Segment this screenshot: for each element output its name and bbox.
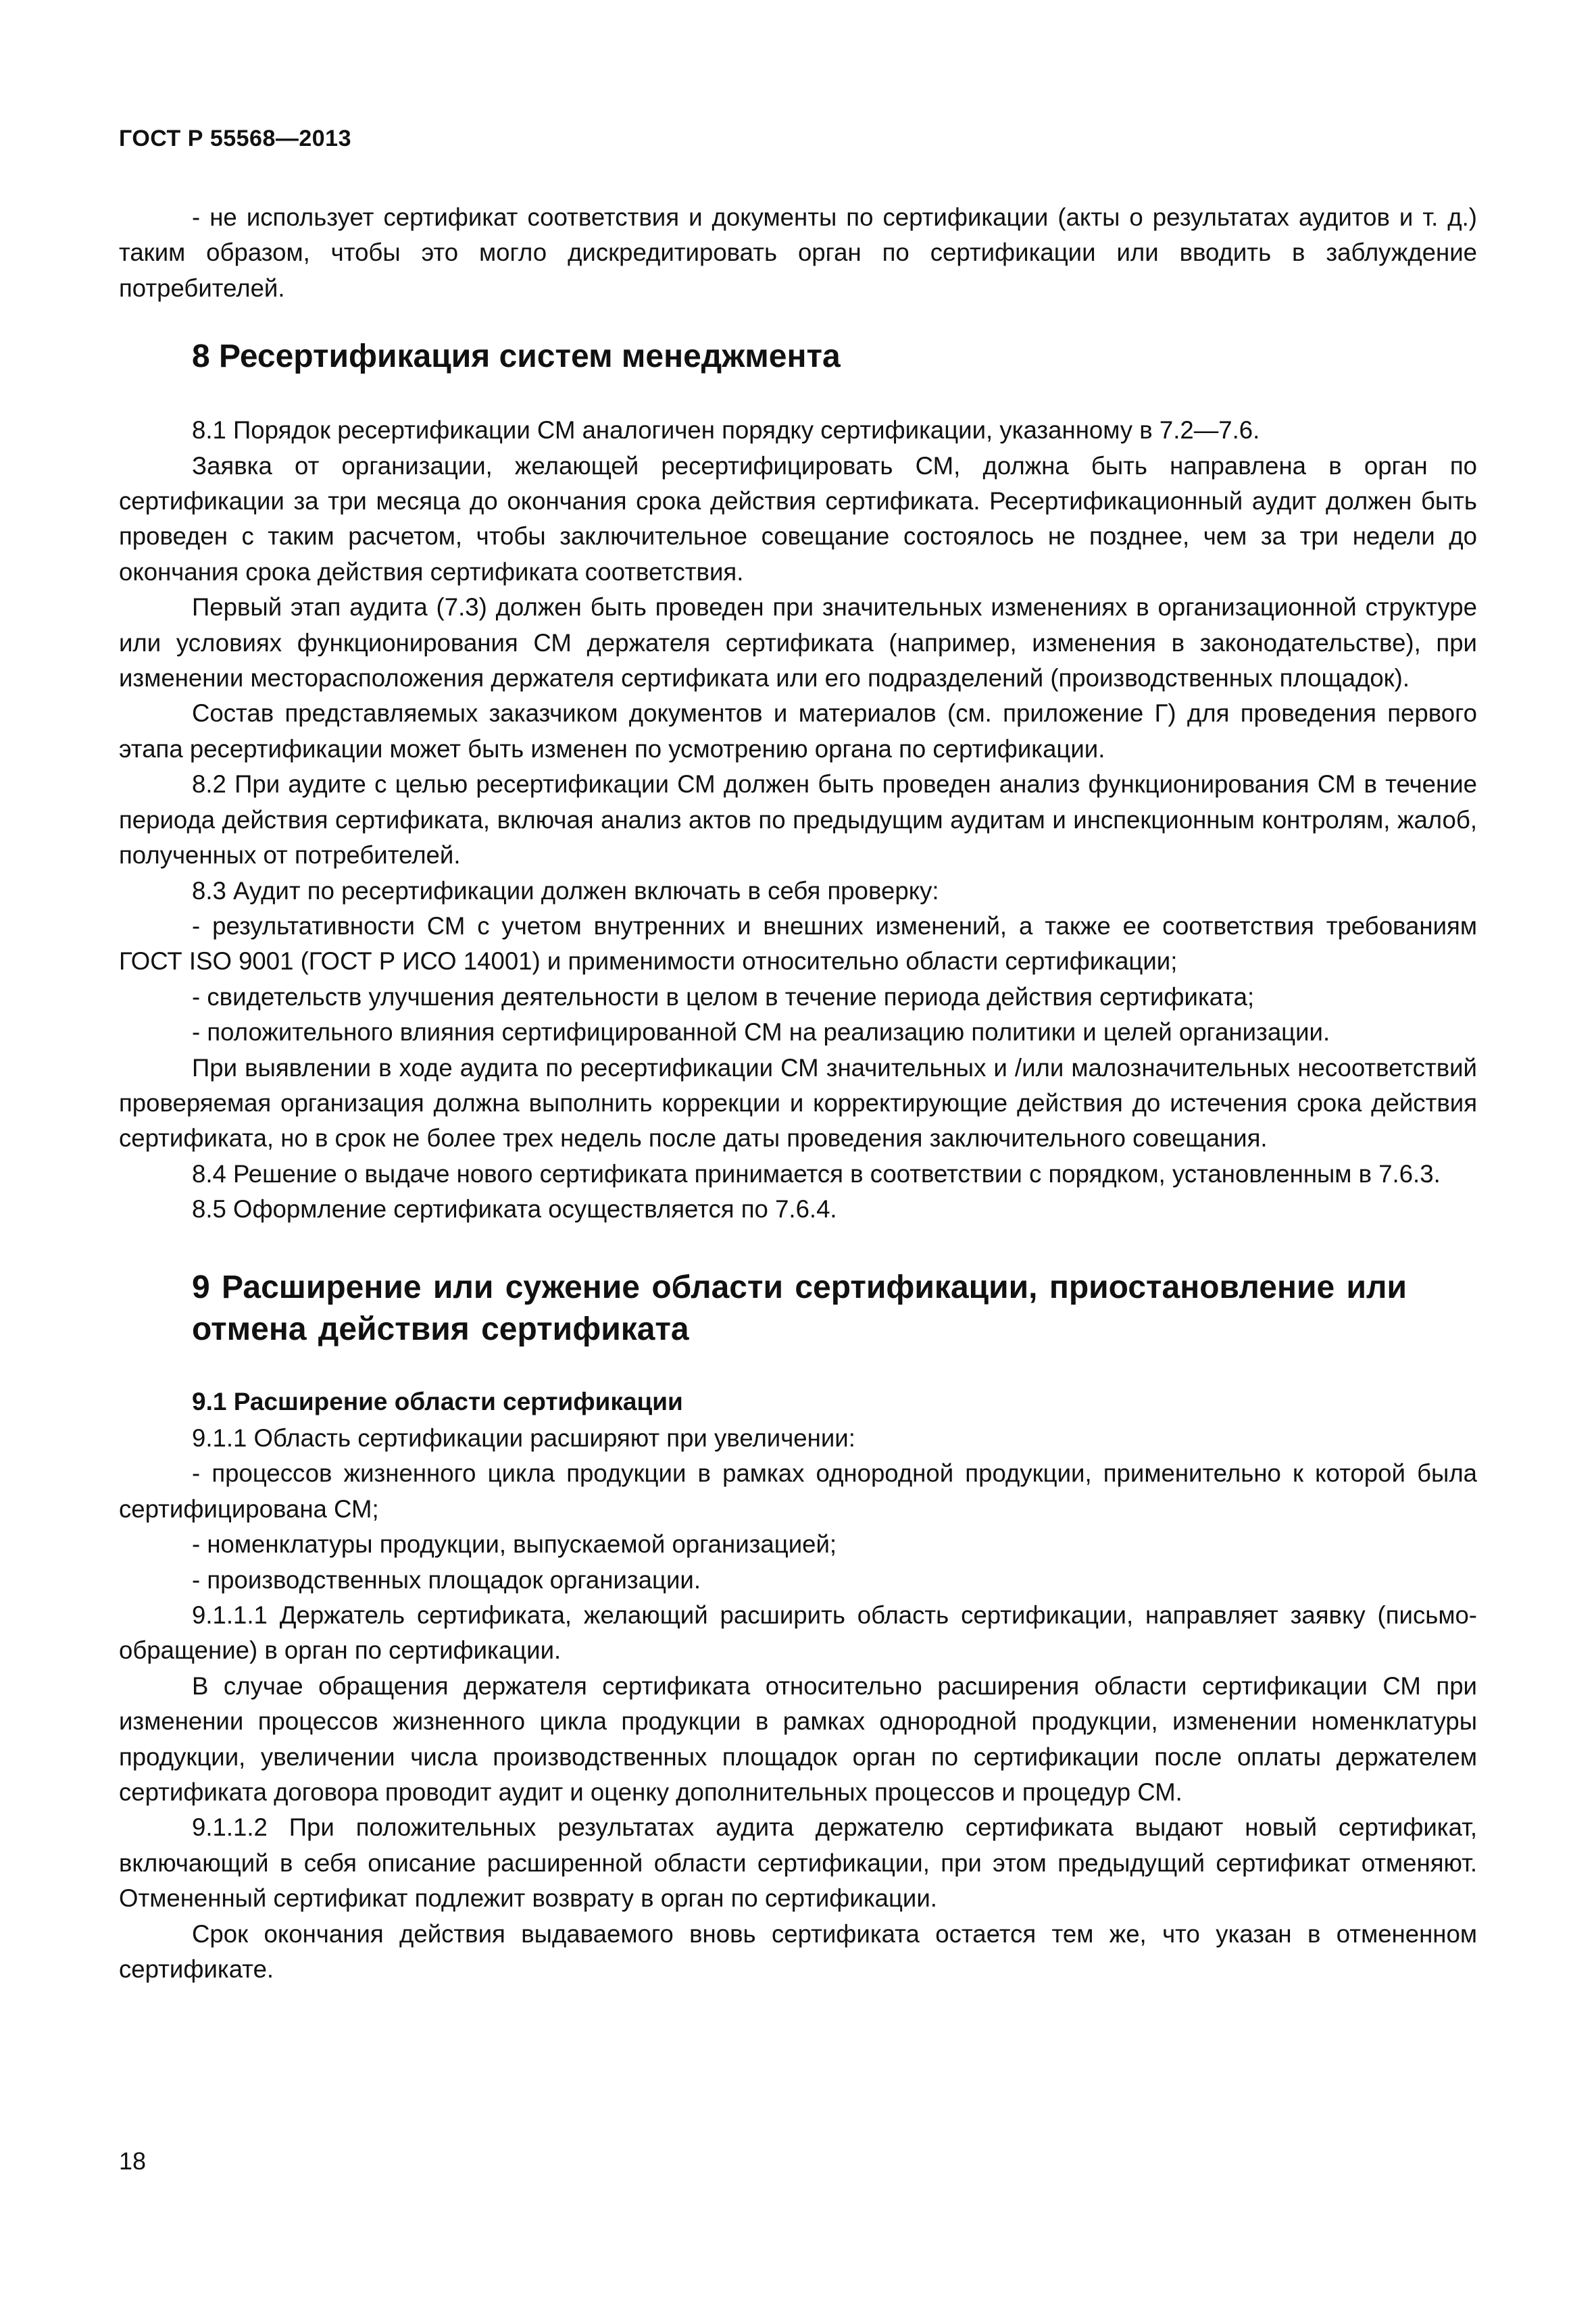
document-header: ГОСТ Р 55568—2013 bbox=[119, 126, 352, 151]
list-item-8-3-policy: - положительного влияния сертифицированной СМ на реализацию политики и целей организации. bbox=[192, 1018, 1330, 1047]
section-9-title: 9 Расширение или сужение области сертификации, приостановление или отмена действия сертификата bbox=[192, 1269, 1407, 1347]
paragraph-8-5: 8.5 Оформление сертификата осуществляется по 7.6.4. bbox=[192, 1195, 837, 1224]
subsection-9-1-title: 9.1 Расширение области сертификации bbox=[192, 1387, 683, 1415]
paragraph-9-1-1-1-audit: В случае обращения держателя сертификата относительно расширения области сертификации СМ при изменении процессов жизненного цикла продукции в рамках однородной продукции, изменении номенклатуры продукции, увеличении числа производственных площадок орган по сертификации после оплаты держателем сертификата договора проводит аудит и оценку дополнительных процессов и процедур СМ. bbox=[119, 1671, 1477, 1807]
paragraph-8-1-first-stage: Первый этап аудита (7.3) должен быть проведен при значительных изменениях в организационной структуре или условиях функционирования СМ держателя сертификата (например, изменения в законодательстве), при изменении месторасположения держателя сертификата или его подразделений (производственных площадок). bbox=[119, 593, 1477, 693]
paragraph-9-1-1: 9.1.1 Область сертификации расширяют при увеличении: bbox=[192, 1424, 855, 1452]
paragraph-8-3: 8.3 Аудит по ресертификации должен включать в себя проверку: bbox=[192, 876, 939, 905]
list-item-9-1-1-nomenclature: - номенклатуры продукции, выпускаемой организацией; bbox=[192, 1530, 837, 1559]
document-body bbox=[119, 200, 1477, 1987]
paragraph-8-2: 8.2 При аудите с целью ресертификации СМ должен быть проведен анализ функционирования СМ в течение периода действия сертификата, включая анализ актов по предыдущим аудитам и инспекционным контролям, жалоб, полученных от потребителей. bbox=[119, 770, 1477, 870]
list-item-8-3-improvement: - свидетельств улучшения деятельности в целом в течение периода действия сертификата; bbox=[192, 982, 1255, 1011]
list-item-9-1-1-sites: - производственных площадок организации. bbox=[192, 1565, 701, 1594]
paragraph-9-1-1-2-validity: Срок окончания действия выдаваемого вновь сертификата остается тем же, что указан в отмененном сертификате. bbox=[119, 1919, 1477, 1984]
paragraph-8-1-application: Заявка от организации, желающей ресертифицировать СМ, должна быть направлена в орган по сертификации за три месяца до окончания срока действия сертификата. Ресертификационный аудит должен быть проведен с таким расчетом, чтобы заключительное совещание состоялось не позднее, чем за три недели до окончания срока действия сертификата соответствия. bbox=[119, 451, 1477, 586]
paragraph-intro: - не использует сертификат соответствия и документы по сертификации (акты о результатах аудитов и т. д.) таким образом, чтобы это могло дискредитировать орган по сертификации или вводить в заблуждение потребителей. bbox=[119, 203, 1477, 302]
section-8-title: 8 Ресертификация систем менеджмента bbox=[192, 338, 841, 375]
list-item-8-3-effectiveness: - результативности СМ с учетом внутренних и внешних изменений, а также ее соответствия требованиям ГОСТ ISO 9001 (ГОСТ Р ИСО 14001) и применимости относительно области сертификации; bbox=[119, 911, 1477, 976]
paragraph-8-4: 8.4 Решение о выдаче нового сертификата принимается в соответствии с порядком, установленным в 7.6.3. bbox=[192, 1159, 1441, 1188]
page-number: 18 bbox=[119, 2147, 147, 2175]
paragraph-8-1-documents: Состав представляемых заказчиком документов и материалов (см. приложение Г) для проведения первого этапа ресертификации может быть изменен по усмотрению органа по сертификации. bbox=[119, 699, 1477, 763]
paragraph-9-1-1-2: 9.1.1.2 При положительных результатах аудита держателю сертификата выдают новый сертификат, включающий в себя описание расширенной области сертификации, при этом предыдущий сертификат отменяют. Отмененный сертификат подлежит возврату в орган по сертификации. bbox=[119, 1813, 1477, 1913]
list-item-9-1-1-processes: - процессов жизненного цикла продукции в рамках однородной продукции, применительно к которой была сертифицирована СМ; bbox=[119, 1459, 1477, 1523]
paragraph-8-1: 8.1 Порядок ресертификации СМ аналогичен порядку сертификации, указанному в 7.2—7.6. bbox=[192, 416, 1260, 445]
paragraph-8-3-nonconformities: При выявлении в ходе аудита по ресертификации СМ значительных и /или малозначительных несоответствий проверяемая организация должна выполнить коррекции и корректирующие действия до истечения срока действия сертификата, но в срок не более трех недель после даты проведения заключительного совещания. bbox=[119, 1053, 1477, 1153]
paragraph-9-1-1-1: 9.1.1.1 Держатель сертификата, желающий расширить область сертификации, направляет заявку (письмо-обращение) в орган по сертификации. bbox=[119, 1601, 1477, 1665]
